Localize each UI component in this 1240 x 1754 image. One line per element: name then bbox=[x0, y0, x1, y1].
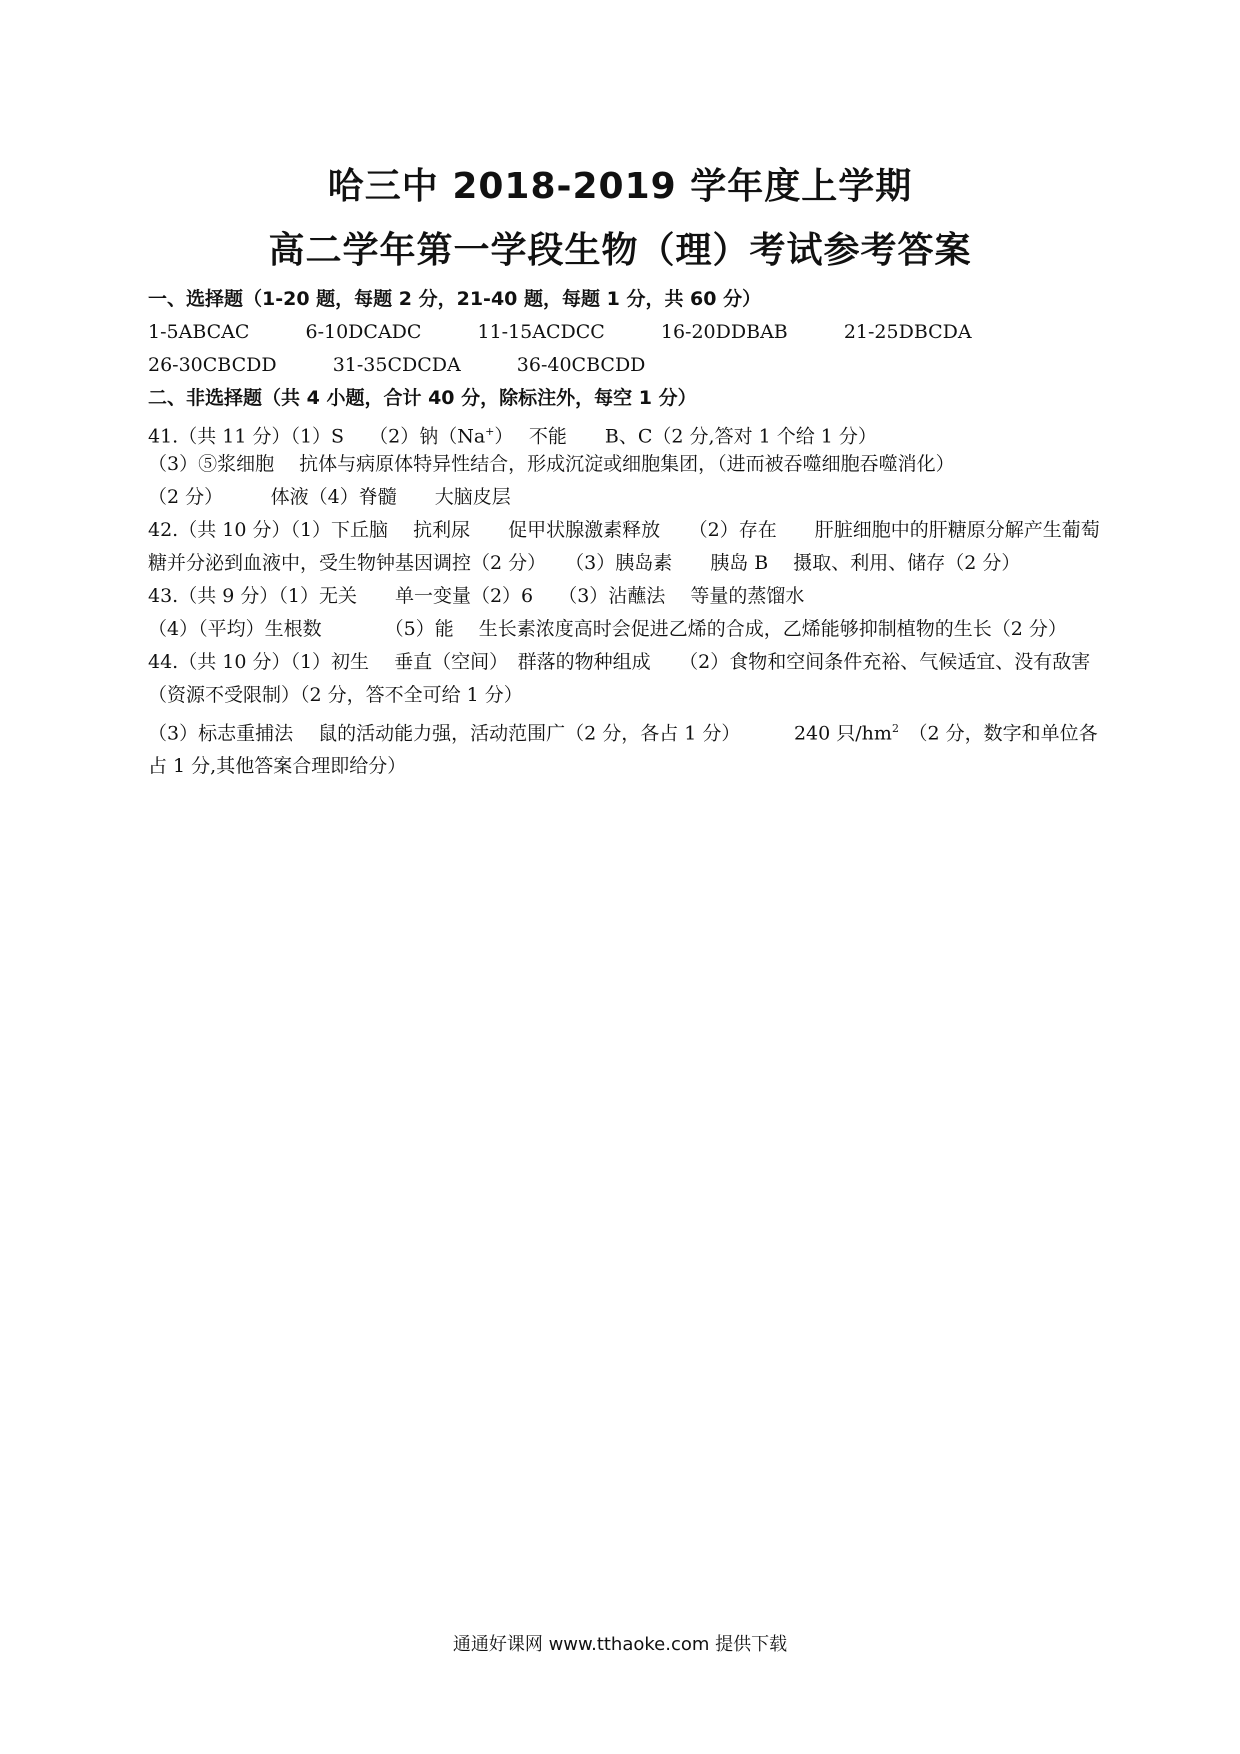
choice-answer-group: 21-25DBCDA bbox=[843, 321, 972, 343]
page-title-line2: 高二学年第一学段生物（理）考试参考答案 bbox=[268, 230, 972, 271]
answer-content bbox=[148, 283, 1100, 783]
superscript: + bbox=[485, 425, 495, 438]
section2-heading: 二、非选择题（共 4 小题，合计 40 分，除标注外，每空 1 分） bbox=[148, 387, 697, 409]
q42-answer: 42.（共 10 分）（1）下丘脑 抗利尿 促甲状腺激素释放 （2）存在 肝脏细胞中的肝糖原分解产生葡萄糖并分泌到血液中，受生物钟基因调控（2 分） （3）胰岛素 胰岛 B 摄取、利用、储存（2 分） bbox=[148, 519, 1100, 574]
superscript: 2 bbox=[891, 722, 899, 735]
choice-answer-group: 36-40CBCDD bbox=[516, 354, 646, 376]
choice-answer-group: 26-30CBCDD bbox=[148, 354, 277, 376]
q41-line1-text-b: ） 不能 B、C（2 分,答对 1 个给 1 分） bbox=[494, 425, 877, 448]
q44-line2 bbox=[148, 712, 1100, 783]
choice-answers-row1 bbox=[148, 316, 1100, 349]
q44-line2-text-b: （2 分，数字和单位各占 1 分,其他答案合理即给分） bbox=[148, 722, 1098, 778]
q44-line2-text-a: （3）标志重捕法 鼠的活动能力强，活动范围广（2 分，各占 1 分） 240 只/hm bbox=[148, 722, 892, 745]
q44-line1: 44.（共 10 分）（1）初生 垂直（空间） 群落的物种组成 （2）食物和空间条件充裕、气候适宜、没有敌害（资源不受限制）（2 分，答不全可给 1 分） bbox=[148, 651, 1091, 706]
page-footer: 通通好课网 www.tthaoke.com 提供下载 bbox=[452, 1634, 788, 1655]
q43-line1: 43.（共 9 分）（1）无关 单一变量（2）6 （3）沾蘸法 等量的蒸馏水 bbox=[148, 585, 805, 607]
q41-line1 bbox=[148, 415, 1100, 448]
q43-line2: （4）（平均）生根数 （5）能 生长素浓度高时会促进乙烯的合成，乙烯能够抑制植物的生长（2 分） bbox=[148, 618, 1067, 640]
choice-answer-group: 1-5ABCAC bbox=[148, 321, 250, 343]
page-title-line1: 哈三中 2018-2019 学年度上学期 bbox=[327, 166, 913, 207]
section1-heading: 一、选择题（1-20 题，每题 2 分，21-40 题，每题 1 分，共 60 分） bbox=[148, 288, 762, 310]
choice-answer-group: 31-35CDCDA bbox=[332, 354, 461, 376]
q41-line2: （3）⑤浆细胞 抗体与病原体特异性结合，形成沉淀或细胞集团，（进而被吞噬细胞吞噬消化） bbox=[148, 453, 955, 475]
choice-answer-group: 11-15ACDCC bbox=[477, 321, 605, 343]
choice-answer-group: 6-10DCADC bbox=[305, 321, 422, 343]
choice-answer-group: 16-20DDBAB bbox=[660, 321, 788, 343]
q41-line1-text-a: 41.（共 11 分）（1）S （2）钠（Na bbox=[148, 425, 486, 448]
q41-line3: （2 分） 体液（4）脊髓 大脑皮层 bbox=[148, 486, 511, 508]
choice-answers-row2 bbox=[148, 349, 1100, 382]
